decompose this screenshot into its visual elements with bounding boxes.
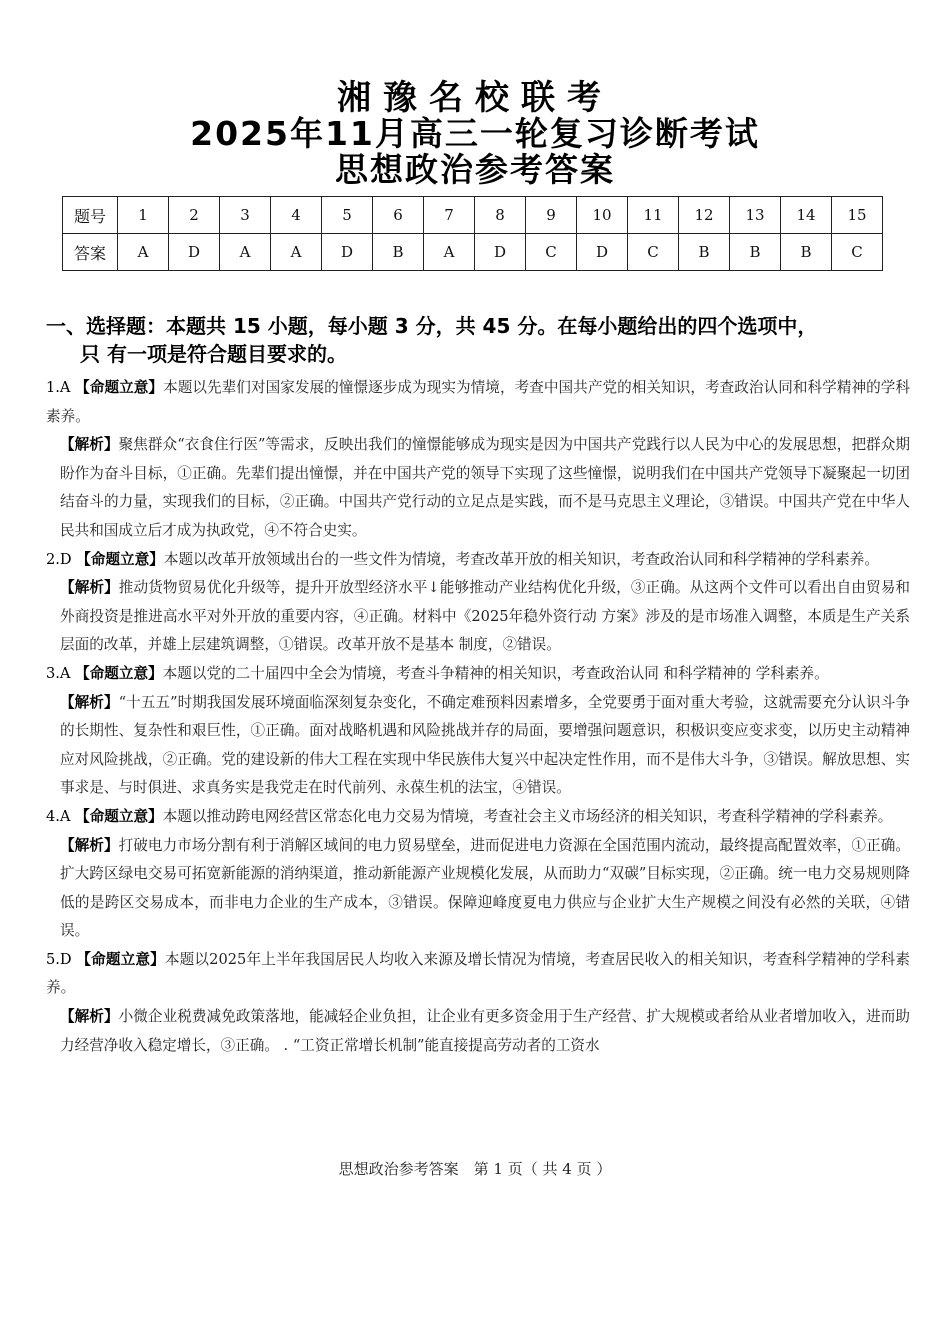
question-number: 5 bbox=[322, 197, 373, 234]
question-number: 2 bbox=[169, 197, 220, 234]
row-label: 题号 bbox=[63, 197, 118, 234]
intent-text: 本题以党的二十届四中全会为情境，考查斗争精神的相关知识，考查政治认同 和科学精神的 学科素养。 bbox=[162, 664, 829, 682]
question-number: 7 bbox=[424, 197, 475, 234]
page-footer: 思想政治参考答案 第 1 页（ 共 4 页 ） bbox=[338, 1160, 612, 1178]
question-analysis bbox=[46, 574, 910, 660]
analysis-label: 【解析】 bbox=[60, 836, 119, 854]
intent-label: 【命题立意】 bbox=[76, 950, 165, 968]
intent-label: 【命题立意】 bbox=[75, 379, 164, 396]
exam-organizer-title: 湘豫名校联考 bbox=[337, 78, 613, 118]
answer-cell: B bbox=[679, 234, 730, 271]
question-number: 8 bbox=[475, 197, 526, 234]
question-number: 14 bbox=[781, 197, 832, 234]
question-intent bbox=[46, 546, 910, 575]
question-intent bbox=[46, 803, 910, 832]
answer-cell: A bbox=[118, 234, 169, 271]
answer-cell: C bbox=[628, 234, 679, 271]
question-number: 13 bbox=[730, 197, 781, 234]
answer-cell: C bbox=[832, 234, 883, 271]
answer-cell: B bbox=[730, 234, 781, 271]
analysis-label: 【解析】 bbox=[60, 579, 119, 597]
question-analysis bbox=[46, 1003, 910, 1060]
intent-text: 本题以先辈们对国家发展的憧憬逐步成为现实为情境，考查中国共产党的相关知识，考查政治认同和科学精神的学科素养。 bbox=[46, 379, 910, 425]
answer-table bbox=[62, 196, 883, 271]
question-number-row bbox=[63, 197, 883, 234]
question-number: 4 bbox=[271, 197, 322, 234]
analysis-text: 打破电力市场分割有利于消解区域间的电力贸易壁垒，进而促进电力资源在全国范围内流动，最终提高配置效率，①正确。扩大跨区绿电交易可拓宽新能源的消纳渠道，推动新能源产业规模化发展，从而助力“双碳”目标实现，②正确。统一电力交易规则降低的是跨区交易成本，而非电力企业的生产成本，③错误。保障迎峰度夏电力供应与企业扩大生产规模之间没有必然的关联，④错误。 bbox=[60, 836, 910, 940]
section-heading bbox=[46, 312, 906, 368]
answer-cell: A bbox=[424, 234, 475, 271]
question-number: 3.A bbox=[46, 664, 71, 682]
answer-cell: D bbox=[577, 234, 628, 271]
answer-cell: C bbox=[526, 234, 577, 271]
intent-label: 【命题立意】 bbox=[75, 664, 163, 682]
question-number: 10 bbox=[577, 197, 628, 234]
question-analysis bbox=[46, 431, 910, 545]
analysis-text: 推动货物贸易优化升级等，提升开放型经济水平↓能够推动产业结构优化升级，③正确。从这两个文件可以看出自由贸易和外商投资是推进高水平对外开放的重要内容，④正确。材料中《2025年稳外资行动 方案》涉及的是市场准入调整，本质是生产关系层面的改革，并雄上层建筑调整，①错误。改革开放不是基本 制度，②错误。 bbox=[60, 579, 910, 654]
explanations bbox=[46, 374, 910, 1060]
question-analysis bbox=[46, 689, 910, 803]
question-number: 4.A bbox=[46, 807, 71, 825]
intent-label: 【命题立意】 bbox=[75, 807, 163, 825]
question-number: 3 bbox=[220, 197, 271, 234]
exam-name-title: 2025年11月高三一轮复习诊断考试 bbox=[190, 114, 760, 153]
answer-cell: D bbox=[169, 234, 220, 271]
question-analysis bbox=[46, 832, 910, 946]
question-number: 15 bbox=[832, 197, 883, 234]
question-number: 11 bbox=[628, 197, 679, 234]
answer-cell: A bbox=[271, 234, 322, 271]
intent-text: 本题以2025年上半年我国居民人均收入来源及增长情况为情境，考查居民收入的相关知识，考查科学精神的学科素养。 bbox=[46, 950, 910, 997]
question-intent bbox=[46, 946, 910, 1003]
question-number: 1 bbox=[118, 197, 169, 234]
analysis-text: “十五五”时期我国发展环境面临深刻复杂变化，不确定难预料因素增多，全党要勇于面对重大考验，这就需要充分认识斗争的长期性、复杂性和艰巨性，①正确。面对战略机遇和风险挑战并存的局面，要增强问题意识，积极识变应变求变，以历史主动精神应对风险挑战，②正确。党的建设新的伟大工程在实现中华民族伟大复兴中起决定性作用，而不是伟大斗争，③错误。解放思想、实事求是、与时俱进、求真务实是我党走在时代前列、永葆生机的法宝，④错误。 bbox=[60, 693, 910, 797]
analysis-label: 【解析】 bbox=[60, 436, 119, 454]
analysis-label: 【解析】 bbox=[60, 1008, 119, 1026]
question-number: 5.D bbox=[46, 950, 72, 968]
question-number: 2.D bbox=[46, 550, 72, 568]
answer-cell: A bbox=[220, 234, 271, 271]
subject-title: 思想政治参考答案 bbox=[335, 150, 615, 189]
question-number: 6 bbox=[373, 197, 424, 234]
question-number: 9 bbox=[526, 197, 577, 234]
section-heading-line-2: 只 有一项是符合题目要求的。 bbox=[80, 342, 347, 366]
analysis-label: 【解析】 bbox=[60, 693, 119, 711]
answer-cell: B bbox=[781, 234, 832, 271]
intent-label: 【命题立意】 bbox=[76, 550, 164, 568]
answer-cell: D bbox=[322, 234, 373, 271]
analysis-text: 小微企业税费减免政策落地，能减轻企业负担，让企业有更多资金用于生产经营、扩大规模或者给从业者增加收入，进而助力经营净收入稳定增长，③正确。 . “工资正常增长机制”能直接提高劳动者的工资水 bbox=[60, 1008, 910, 1054]
analysis-text: 聚焦群众“衣食住行医”等需求，反映出我们的憧憬能够成为现实是因为中国共产党践行以人民为中心的发展思想，把群众期盼作为奋斗目标，①正确。先辈们提出憧憬，并在中国共产党的领导下实现了这些憧憬，说明我们在中国共产党领导下凝聚起一切团结奋斗的力量，实现我们的目标，②正确。中国共产党行动的立足点是实践，而不是马克思主义理论，③错误。中国共产党在中华人民共和国成立后才成为执政党，④不符合史实。 bbox=[60, 436, 910, 539]
section-heading-line-1: 一、选择题：本题共 15 小题，每小题 3 分，共 45 分。在每小题给出的四个选项中， bbox=[46, 314, 818, 338]
question-number: 12 bbox=[679, 197, 730, 234]
row-label: 答案 bbox=[63, 234, 118, 271]
question-intent bbox=[46, 660, 910, 689]
question-number: 1.A bbox=[46, 379, 71, 396]
question-intent bbox=[46, 374, 910, 431]
answer-row bbox=[63, 234, 883, 271]
intent-text: 本题以改革开放领域出台的一些文件为情境，考查改革开放的相关知识，考查政治认同和科学精神的学科素养。 bbox=[163, 550, 879, 568]
answer-cell: B bbox=[373, 234, 424, 271]
answer-cell: D bbox=[475, 234, 526, 271]
intent-text: 本题以推动跨电网经营区常态化电力交易为情境，考查社会主义市场经济的相关知识，考查科学精神的学科素养。 bbox=[162, 807, 893, 825]
